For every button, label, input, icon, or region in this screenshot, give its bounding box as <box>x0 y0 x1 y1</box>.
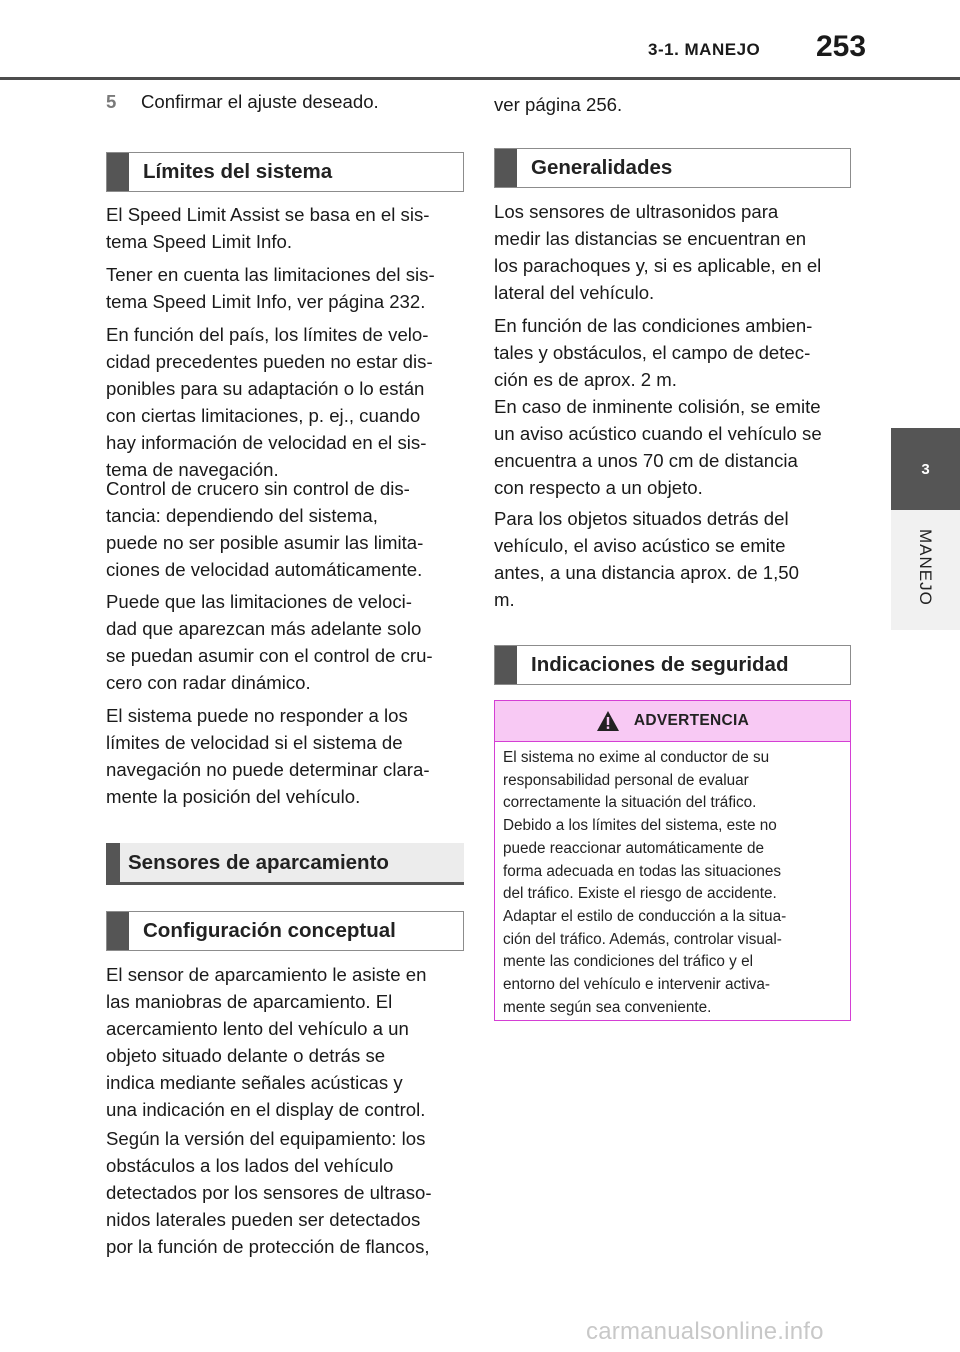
watermark: carmanualsonline.info <box>586 1318 824 1345</box>
paragraph-line: dad que aparezcan más adelante solo <box>106 618 422 639</box>
heading-system-limits <box>106 152 464 192</box>
paragraph-line: hay información de velocidad en el sis- <box>106 432 427 453</box>
paragraph-line: obstáculos a los lados del vehículo <box>106 1155 394 1176</box>
warning-line: Adaptar el estilo de conducción a la situa- <box>503 907 787 925</box>
paragraph-line: con ciertas limitaciones, p. ej., cuando <box>106 405 421 426</box>
warning-line: mente las condiciones del tráfico y el <box>503 953 753 971</box>
paragraph-line: puede no ser posible asumir las limita- <box>106 532 424 553</box>
paragraph-line: una indicación en el display de control. <box>106 1099 426 1120</box>
paragraph-line: medir las distancias se encuentran en <box>494 228 807 249</box>
paragraph-line: El sistema puede no responder a los <box>106 705 408 726</box>
paragraph-line: tema de navegación. <box>106 459 279 480</box>
paragraph-line: El sensor de aparcamiento le asiste en <box>106 964 427 985</box>
heading-safety <box>494 645 851 685</box>
paragraph-line: encuentra a unos 70 cm de distancia <box>494 450 798 471</box>
warning-line: forma adecuada en todas las situaciones <box>503 862 782 880</box>
paragraph-line: tales y obstáculos, el campo de detec- <box>494 342 811 363</box>
section-parking-sensors <box>106 843 464 885</box>
paragraph-line: objeto situado delante o detrás se <box>106 1045 386 1066</box>
paragraph-line: cidad precedentes pueden no estar dis- <box>106 351 433 372</box>
paragraph-line: las maniobras de aparcamiento. El <box>106 991 393 1012</box>
warning-line: puede reaccionar automáticamente de <box>503 839 765 857</box>
heading-concept <box>106 911 464 951</box>
warning-triangle-icon <box>596 710 620 732</box>
paragraph-line: Puede que las limitaciones de veloci- <box>106 591 412 612</box>
warning-line: mente según sea conveniente. <box>503 998 712 1016</box>
paragraph-line: navegación no puede determinar clara- <box>106 759 430 780</box>
paragraph-line: En función de las condiciones ambien- <box>494 315 813 336</box>
heading-bar <box>495 149 517 187</box>
continuation-text: ver página 256. <box>494 94 623 115</box>
heading-bar <box>107 912 129 950</box>
page-number: 253 <box>816 30 867 63</box>
paragraph-line: los parachoques y, si es aplicable, en el <box>494 255 822 276</box>
paragraph-line: indica mediante señales acústicas y <box>106 1072 403 1093</box>
warning-line: correctamente la situación del tráfico. <box>503 794 757 812</box>
paragraph-line: tancia: dependiendo del sistema, <box>106 505 378 526</box>
heading-bar <box>107 153 129 191</box>
paragraph-line: por la función de protección de flancos, <box>106 1236 430 1257</box>
warning-line: entorno del vehículo e intervenir activa- <box>503 976 770 994</box>
heading-text: Configuración conceptual <box>143 919 396 942</box>
paragraph-line: lateral del vehículo. <box>494 282 655 303</box>
step-text: Confirmar el ajuste deseado. <box>141 91 379 112</box>
heading-text: Límites del sistema <box>143 160 333 183</box>
heading-general <box>494 148 851 188</box>
paragraph-line: ción es de aprox. 2 m. <box>494 369 677 390</box>
paragraph-line: antes, a una distancia aprox. de 1,50 <box>494 562 799 583</box>
paragraph-line: En función del país, los límites de velo- <box>106 324 429 345</box>
warning-line: Debido a los límites del sistema, este no <box>503 817 777 835</box>
section-text: Sensores de aparcamiento <box>128 850 389 874</box>
step-number: 5 <box>106 91 117 112</box>
heading-text: Indicaciones de seguridad <box>531 653 789 676</box>
paragraph-line: Control de crucero sin control de dis- <box>106 478 410 499</box>
section-bar <box>106 843 120 882</box>
warning-line: del tráfico. Existe el riesgo de accidente. <box>503 885 777 903</box>
chapter-tab-number: 3 <box>891 428 960 510</box>
paragraph-line: tema Speed Limit Info. <box>106 231 293 252</box>
chapter-tab-label-text: MANEJO <box>916 528 935 606</box>
warning-box <box>494 700 851 1021</box>
section-title: 3-1. MANEJO <box>648 40 761 59</box>
paragraph-line: ciones de velocidad automáticamente. <box>106 559 423 580</box>
paragraph-line: se puedan asumir con el control de cru- <box>106 645 433 666</box>
paragraph-line: tema Speed Limit Info, ver página 232. <box>106 291 426 312</box>
paragraph-line: Los sensores de ultrasonidos para <box>494 201 779 222</box>
heading-bar <box>495 646 517 684</box>
heading-text: Generalidades <box>531 156 673 179</box>
header-rule <box>0 77 960 80</box>
paragraph-line: Tener en cuenta las limitaciones del sis- <box>106 264 435 285</box>
paragraph-line: m. <box>494 589 515 610</box>
paragraph-line: Para los objetos situados detrás del <box>494 508 789 529</box>
paragraph-line: El Speed Limit Assist se basa en el sis- <box>106 204 430 225</box>
paragraph-line: Según la versión del equipamiento: los <box>106 1128 426 1149</box>
paragraph-line: límites de velocidad si el sistema de <box>106 732 403 753</box>
warning-title: ADVERTENCIA <box>633 712 750 729</box>
paragraph-line: vehículo, el aviso acústico se emite <box>494 535 786 556</box>
paragraph-line: mente la posición del vehículo. <box>106 786 361 807</box>
warning-body <box>503 747 843 1019</box>
warning-line: El sistema no exime al conductor de su <box>503 749 770 766</box>
chapter-tab-label <box>895 512 955 622</box>
paragraph-line: acercamiento lento del vehículo a un <box>106 1018 409 1039</box>
paragraph-line: nidos laterales pueden ser detectados <box>106 1209 421 1230</box>
warning-line: ción del tráfico. Además, controlar visual- <box>503 930 782 948</box>
paragraph-line: ponibles para su adaptación o lo están <box>106 378 425 399</box>
paragraph-line: detectados por los sensores de ultraso- <box>106 1182 432 1203</box>
warning-line: responsabilidad personal de evaluar <box>503 771 749 789</box>
paragraph-line: un aviso acústico cuando el vehículo se <box>494 423 822 444</box>
paragraph-line: con respecto a un objeto. <box>494 477 703 498</box>
paragraph-line: En caso de inminente colisión, se emite <box>494 396 821 417</box>
warning-header <box>495 701 850 742</box>
paragraph-line: cero con radar dinámico. <box>106 672 311 693</box>
